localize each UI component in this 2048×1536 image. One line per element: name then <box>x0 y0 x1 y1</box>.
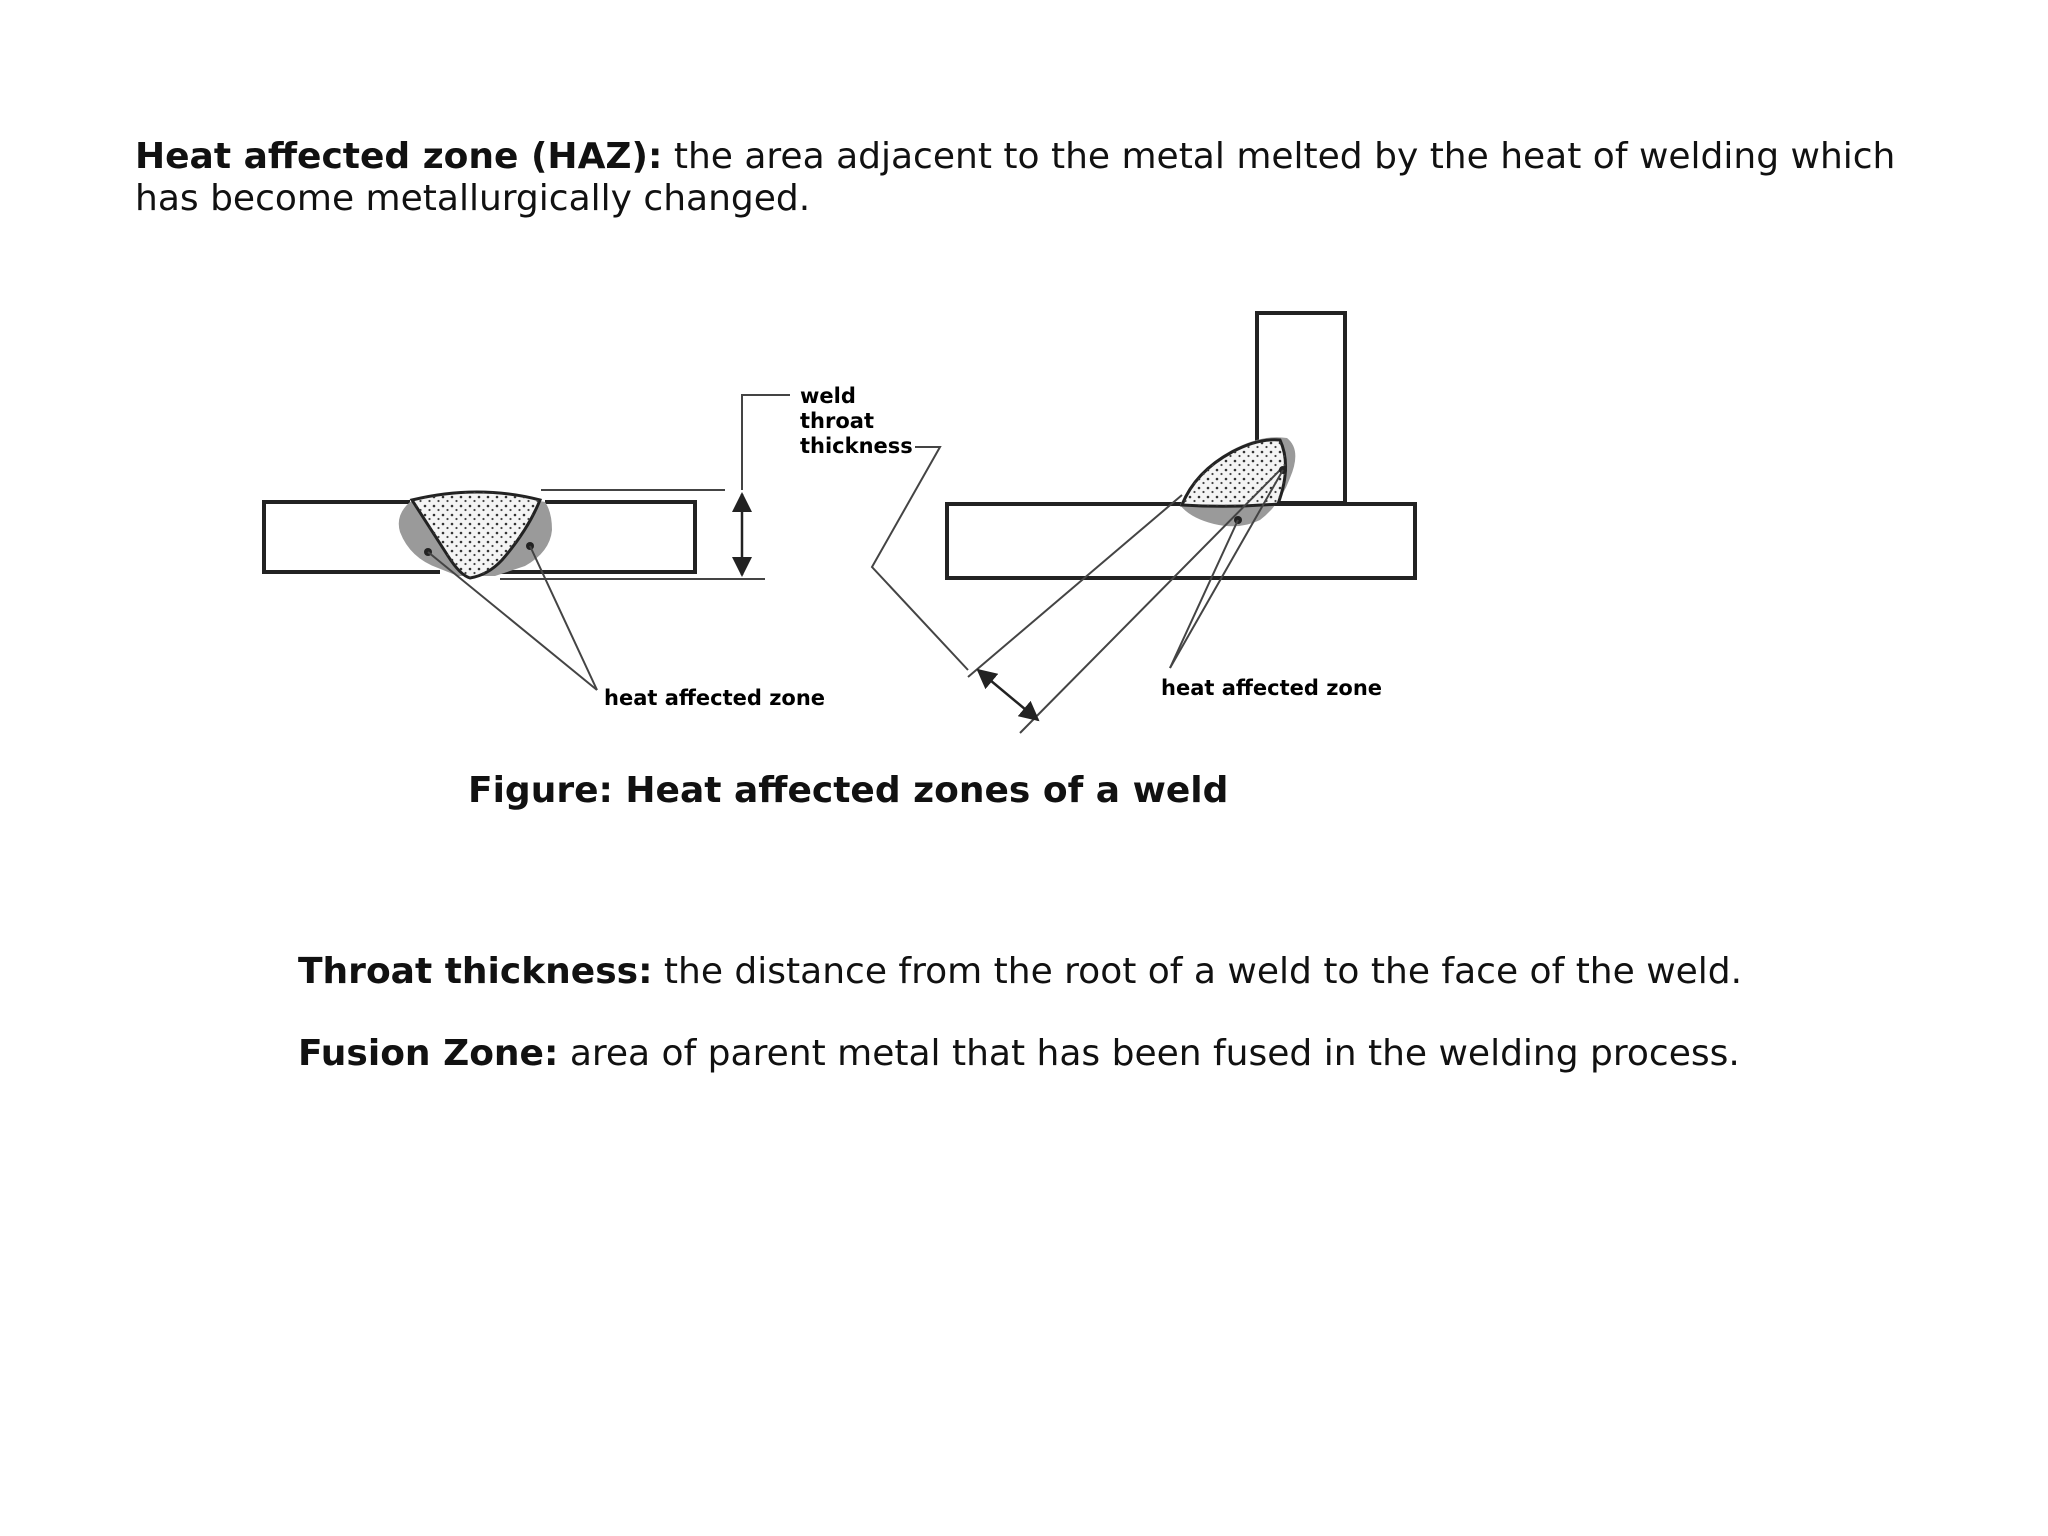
horizontal-plate <box>947 504 1415 578</box>
label-throat: throat <box>800 409 874 433</box>
fusion-text: area of parent metal that has been fused in the welding process. <box>558 1033 1740 1074</box>
label-haz-left: heat affected zone <box>604 686 826 710</box>
fusion-term: Fusion Zone: <box>298 1033 559 1074</box>
fillet-throat-arrow <box>978 670 1038 720</box>
haz-text: the area adjacent to the metal melted by the heat of welding which has become metallurgically changed. <box>135 136 1896 219</box>
label-thickness: thickness <box>800 434 913 458</box>
haz-definition <box>135 136 1955 220</box>
figure-caption: Figure: Heat affected zones of a weld <box>468 770 1229 811</box>
label-haz-right: heat affected zone <box>1161 676 1383 700</box>
haz-term: Heat affected zone (HAZ): <box>135 136 663 177</box>
fusion-definition <box>298 1033 1998 1075</box>
weld-figure <box>0 280 2048 760</box>
throat-text: the distance from the root of a weld to the face of the weld. <box>652 951 1743 992</box>
throat-definition <box>298 951 1998 993</box>
throat-term: Throat thickness: <box>298 951 653 992</box>
fillet-weld-diagram <box>947 313 1415 733</box>
butt-weld-diagram <box>264 395 790 690</box>
label-weld: weld <box>800 384 856 408</box>
